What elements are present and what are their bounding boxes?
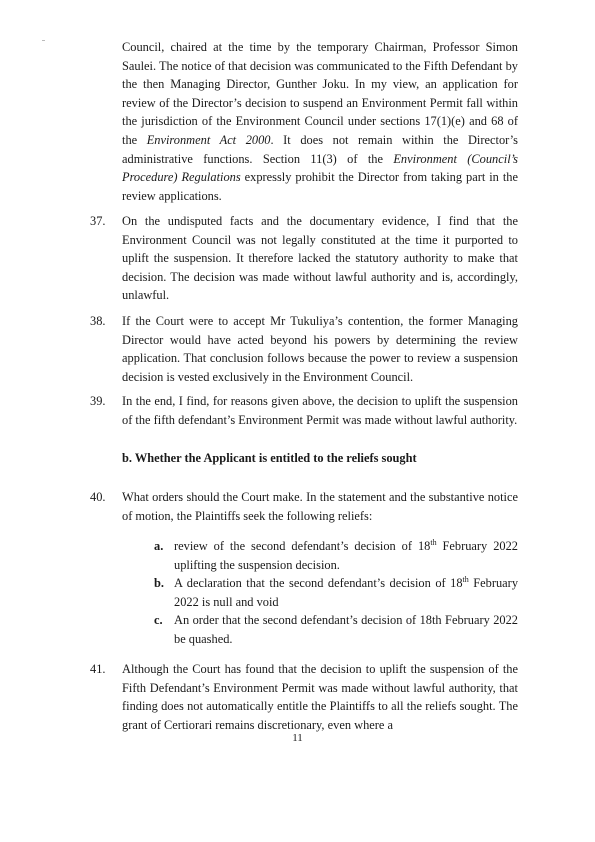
relief-marker: a. xyxy=(154,539,164,553)
reliefs-list xyxy=(154,537,518,649)
relief-text: review of the second defendant’s decision of 18 xyxy=(174,539,431,553)
relief-text: An order that the second defendant’s decision of 18th February 2022 be quashed. xyxy=(174,613,518,646)
paragraph-38: If the Court were to accept Mr Tukuliya’s contention, the former Managing Director would have acted beyond his powers by determining the review application. That conclusion follows because the power to review a suspension decision is vested exclusively in the Environment Council. xyxy=(122,314,518,384)
relief-superscript: th xyxy=(462,575,469,585)
paragraph-37: On the undisputed facts and the documentary evidence, I find that the Environment Council was not legally constituted at the time it purported to uplift the suspension. It therefore lacked the statutory authority to make that decision. The decision was made without lawful authority and is, accordingly, unlawful. xyxy=(122,214,518,303)
continuation-text-2: . It does not remain within the Director’s administrative functions. Section 11(3) of the xyxy=(122,132,518,166)
paragraph-number-40: 40. xyxy=(90,490,106,504)
relief-text-end: February 2022 is null and void xyxy=(174,576,519,609)
relief-marker: c. xyxy=(154,613,163,628)
relief-item xyxy=(154,537,518,574)
paragraph-number-37: 37. xyxy=(90,214,106,228)
act-title: Environment Act 2000 xyxy=(146,132,271,147)
paragraph-39: In the end, I find, for reasons given above, the decision to uplift the suspension of the fifth defendant’s Environment Permit was made without lawful authority. xyxy=(122,394,518,427)
relief-marker: b. xyxy=(154,576,164,591)
relief-item xyxy=(154,611,518,648)
scan-mark xyxy=(42,40,45,41)
paragraph-number-39: 39. xyxy=(90,394,106,408)
page-number: 11 xyxy=(292,732,303,744)
continuation-paragraph xyxy=(122,38,518,205)
relief-item xyxy=(154,574,518,611)
paragraph-number-38: 38. xyxy=(90,314,106,328)
paragraph-41: Although the Court has found that the decision to uplift the suspension of the Fifth Defendant’s Environment Permit was made without lawful authority, that finding does not automatically entitle the Plaintiffs to all the reliefs sought. The grant of Certiorari remains discretionary, even where a xyxy=(122,662,518,732)
relief-text-end: February 2022 uplifting the suspension decision. xyxy=(174,539,518,572)
section-heading-b: b. Whether the Applicant is entitled to the reliefs sought xyxy=(122,451,417,465)
paragraph-40: What orders should the Court make. In the statement and the substantive notice of motion, the Plaintiffs seek the following reliefs: xyxy=(122,490,518,523)
relief-text: A declaration that the second defendant’s decision of 18 xyxy=(174,576,463,591)
continuation-text-1: Council, chaired at the time by the temporary Chairman, Professor Simon Saulei. The notice of that decision was communicated to the Fifth Defendant by the then Managing Director, Gunther Joku. In my view, an application for review of the Director’s decision to suspend an Environment Permit fall within the jurisdiction of the Environment Council under sections 17(1)(e) and 68 of the xyxy=(122,40,518,147)
regulations-title: Environment (Council’s Procedure) Regulations xyxy=(122,151,518,185)
relief-superscript: th xyxy=(430,537,437,547)
continuation-text-3: expressly prohibit the Director from taking part in the review applications. xyxy=(122,170,518,203)
paragraph-number-41: 41. xyxy=(90,662,106,676)
